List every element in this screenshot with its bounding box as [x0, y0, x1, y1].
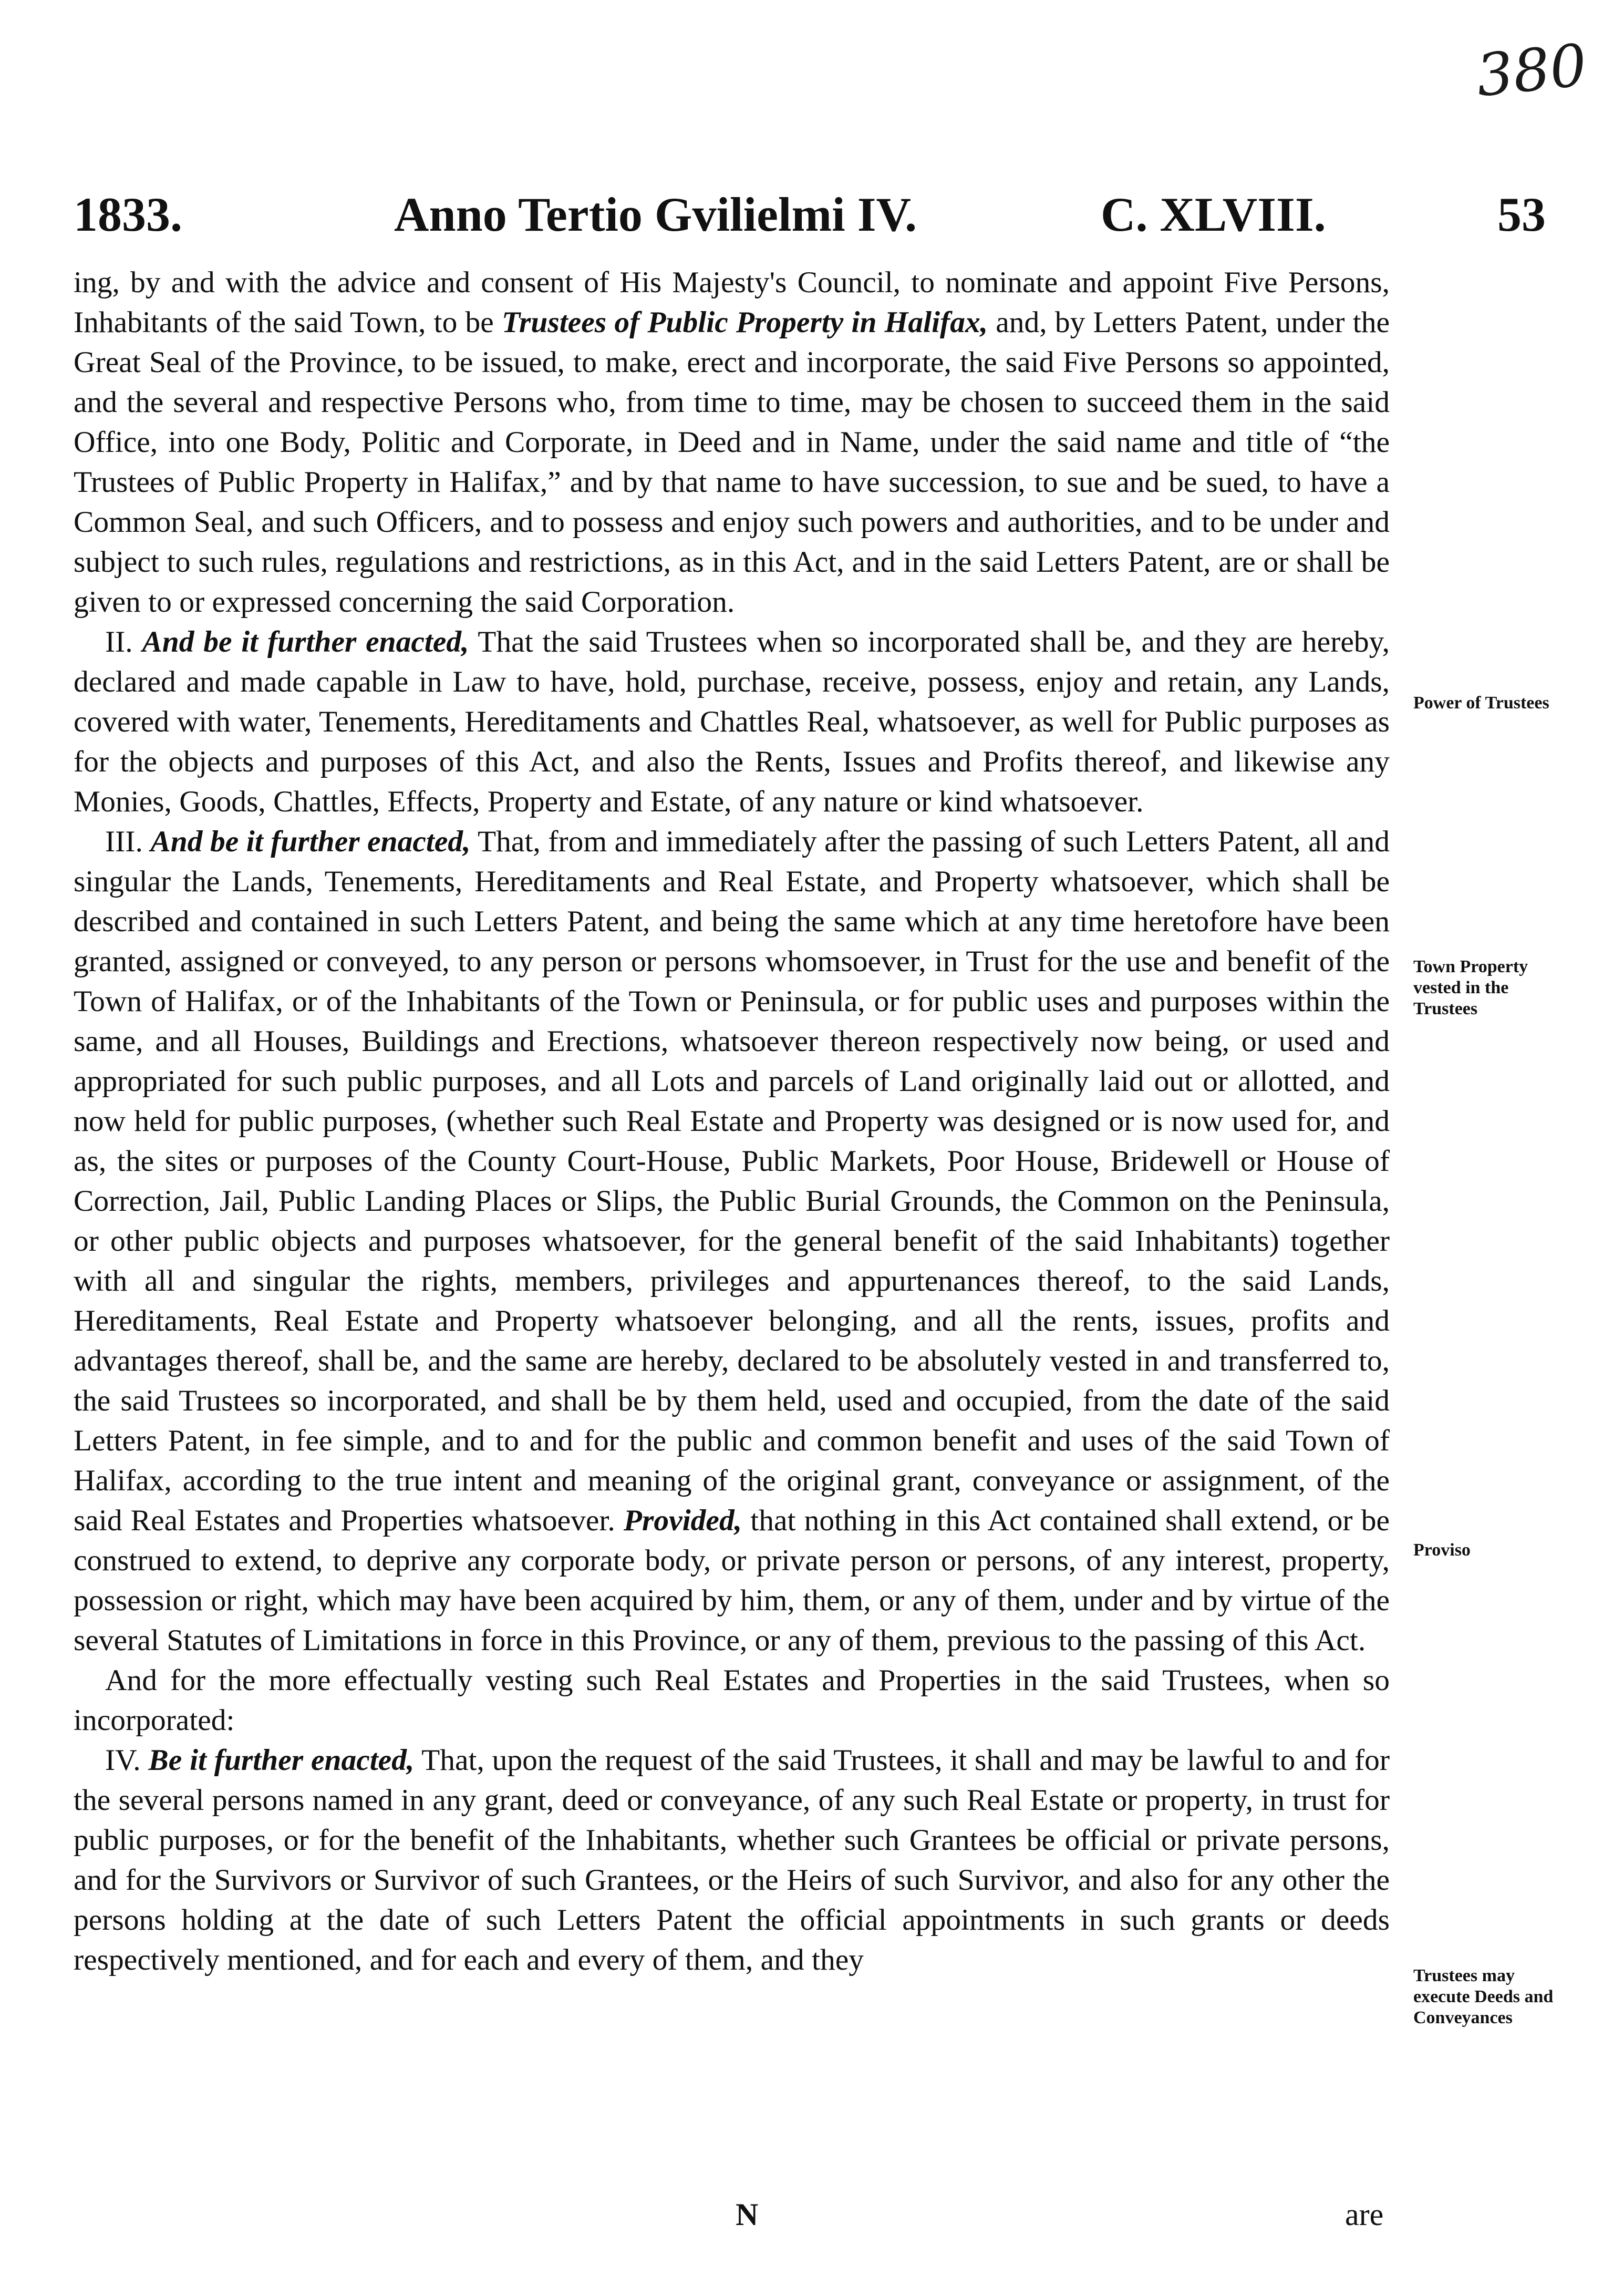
handwritten-folio-number: 380 — [1473, 31, 1590, 110]
section-3-enacting-clause: And be it further enacted, — [150, 825, 471, 858]
paragraph-continuation-rest: and, by Letters Patent, under the Great Seal of the Province, to be issued, to make, erect and incorporate, the said Five Persons so appointed, and the several and respective Persons who, from time to time, may be chosen to succeed them in the said Office, into one Body, Politic and Corporate, in Deed and in Name, under the said name and title of “the Trustees of Public Property in Halifax,” and by that name to have succession, to sue and be sued, to have a Common Seal, and such Officers, and to possess and enjoy such powers and authorities, and to be under and subject to such rules, regulations and restrictions, as in this Act, and in the said Letters Patent, are or shall be given to or expressed concerning the said Corporation. — [74, 306, 1390, 619]
running-head-year: 1833. — [74, 188, 182, 241]
section-3-proviso-text: that nothing in this Act contained shall extend, or be construed to extend, to deprive any corporate body, or private person or persons, of any interest, property, possession or right, which may have been acquired by him, them, or any of them, under and by virtue of the several Statutes of Limitations in force in this Province, or any of them, previous to the passing of this Act. — [74, 1504, 1390, 1657]
margin-note-proviso: Proviso — [1413, 1540, 1471, 1560]
section-3-number: III. — [105, 825, 143, 858]
margin-note-trustees-execute-deeds: Trustees may execute Deeds and Conveyances — [1413, 1966, 1554, 2027]
section-4-text: That, upon the request of the said Trustees, it shall and may be lawful to and for the several persons named in any grant, deed or conveyance, of any such Real Estate or property, in trust for public purposes, or for the benefit of the Inhabitants, whether such Grantees be official or private persons, and for the Survivors or Survivor of such Grantees, or the Heirs of such Survivor, and also for any other the persons holding at the date of such Letters Patent the official appointments in such grants or deeds respectively mentioned, and for each and every of them, and they — [74, 1744, 1390, 1976]
section-3-proviso-italic: Provided, — [623, 1504, 742, 1537]
section-2-text: That the said Trustees when so incorporated shall be, and they are hereby, declared and made capable in Law to have, hold, purchase, receive, possess, enjoy and retain, any Lands, covered with water, Tenements, Hereditaments and Chattles Real, whatsoever, as well for Public purposes as for the objects and purposes of this Act, and also the Rents, Issues and Profits thereof, and likewise any Monies, Goods, Chattles, Effects, Property and Estate, of any nature or kind whatsoever. — [74, 625, 1390, 818]
preamble-paragraph: And for the more effectually vesting such Real Estates and Properties in the said Trustees, when so incorporated: — [74, 1664, 1390, 1737]
section-2-number: II. — [105, 625, 133, 658]
catchword: are — [1345, 2197, 1384, 2232]
margin-note-power-of-trustees: Power of Trustees — [1413, 693, 1549, 713]
paragraph-continuation — [74, 263, 1390, 622]
signature-mark: N — [736, 2197, 759, 2232]
running-head — [0, 187, 1624, 250]
section-2 — [74, 622, 1390, 822]
page-footer — [0, 2197, 1624, 2249]
body-text — [74, 263, 1390, 1980]
paragraph-continuation-text: ing, by and with the advice and consent of His Majesty's Council, to nominate and appoint Five Persons, Inhabitants of the said Town, to be — [74, 266, 1390, 339]
running-head-chapter: C. XLVIII. — [1101, 188, 1326, 241]
section-4-number: IV. — [105, 1744, 141, 1777]
margin-note-town-property: Town Property vested in the Trustees — [1413, 957, 1528, 1018]
section-4-enacting-clause: Be it further enacted, — [148, 1744, 415, 1777]
section-4 — [74, 1741, 1390, 1980]
section-2-enacting-clause: And be it further enacted, — [142, 625, 469, 658]
section-3-text: That, from and immediately after the passing of such Letters Patent, all and singular the Lands, Tenements, Hereditaments and Real Estate, and Property whatsoever, which shall be described and contained in such Letters Patent, and being the same which at any time heretofore have been granted, assigned or conveyed, to any person or persons whomsoever, in Trust for the use and benefit of the Town of Halifax, or of the Inhabitants of the Town or Peninsula, or for public uses and purposes within the same, and all Houses, Buildings and Erections, whatsoever thereon respectively now being, or used and appropriated for such public purposes, and all Lots and parcels of Land originally laid out or allotted, and now held for public purposes, (whether such Real Estate and Property was designed or is now used for, and as, the sites or purposes of the County Court-House, Public Markets, Poor House, Bridewell or House of Correction, Jail, Public Landing Places or Slips, the Public Burial Grounds, the Common on the Peninsula, or other public objects and purposes whatsoever, for the general benefit of the said Inhabitants) together with all and singular the rights, members, privileges and appurtenances thereof, to the said Lands, Hereditaments, Real Estate and Property whatsoever belonging, and all the rents, issues, profits and advantages thereof, shall be, and the same are hereby, declared to be absolutely vested in and transferred to, the said Trustees so incorporated, and shall be by them held, used and occupied, from the date of the said Letters Patent, in fee simple, and to and for the public and common benefit and uses of the said Town of Halifax, according to the true intent and meaning of the original grant, conveyance or assignment, of the said Real Estates and Properties whatsoever. — [74, 825, 1390, 1537]
page-number: 53 — [1497, 188, 1546, 241]
running-head-title: Anno Tertio Gvilielmi IV. — [394, 188, 917, 241]
section-3 — [74, 822, 1390, 1661]
trustees-title-italic: Trustees of Public Property in Halifax, — [502, 306, 988, 339]
